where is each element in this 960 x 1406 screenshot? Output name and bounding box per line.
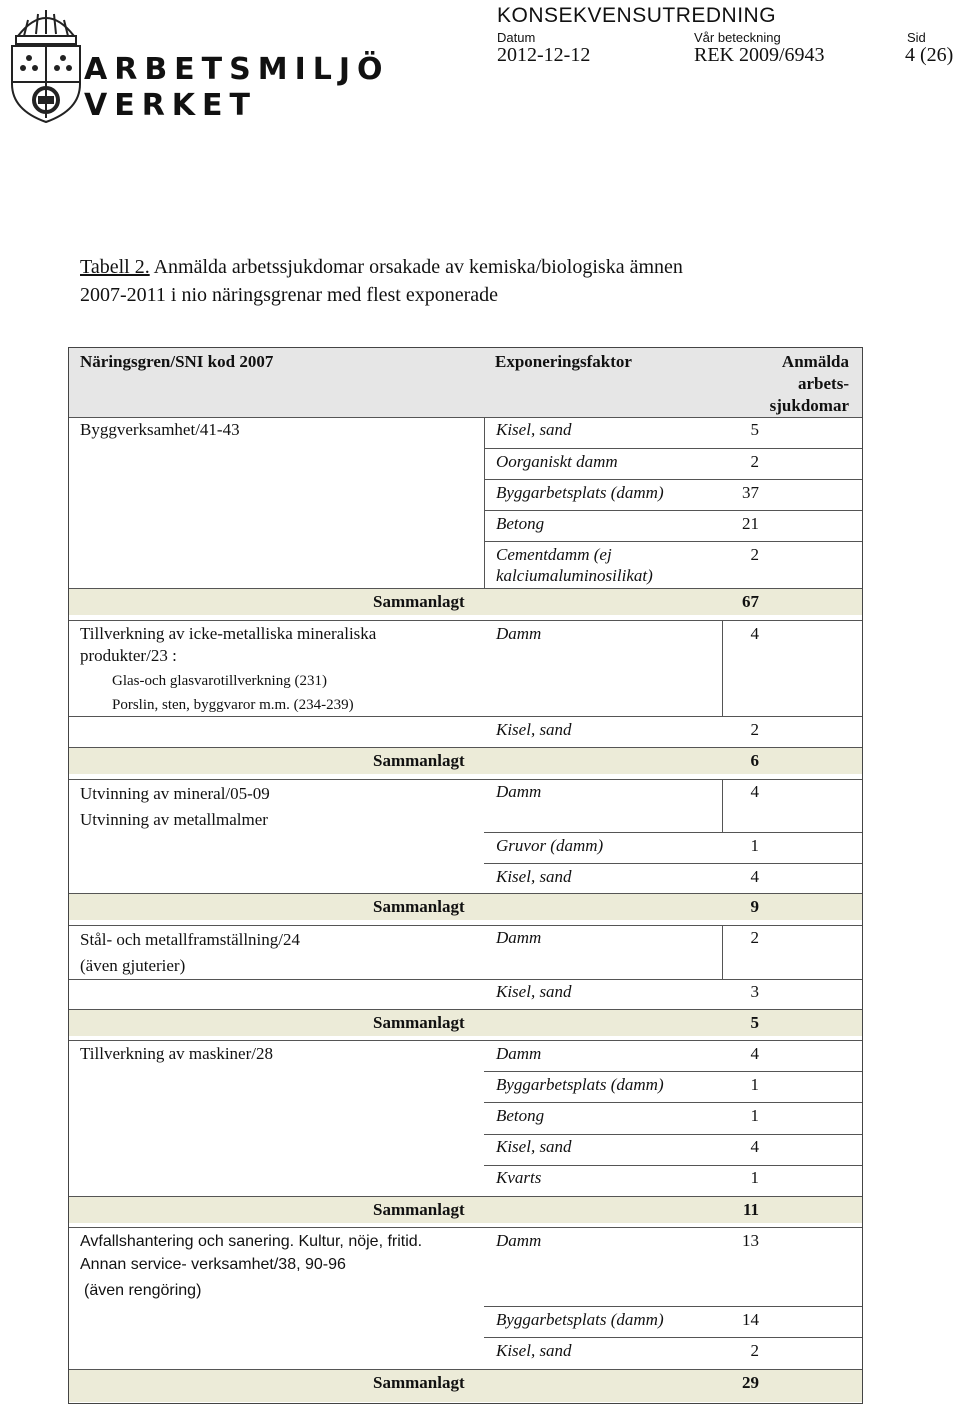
- case-count: 4: [750, 782, 759, 801]
- reference-label: Vår beteckning: [694, 30, 781, 45]
- date-label: Datum: [497, 30, 536, 45]
- document-date: 2012-12-12: [497, 44, 591, 66]
- exposure-factor: Byggarbetsplats (damm): [496, 1075, 664, 1094]
- table-title-line2: 2007-2011 i nio näringsgrenar med flest exponerade: [80, 284, 499, 306]
- exposure-factor: Kisel, sand: [496, 720, 572, 739]
- table-row-sector: Tillverkning av icke-metalliska mineraliska produkter/23 :: [80, 624, 377, 665]
- table-title: [80, 253, 880, 309]
- case-count: 4: [750, 1044, 759, 1063]
- exposure-factor: Damm: [496, 928, 542, 947]
- exposure-factor: Damm: [496, 1044, 542, 1063]
- table-row-sector: Byggverksamhet/41-43: [80, 420, 240, 439]
- case-count: 3: [750, 982, 759, 1001]
- table-label: Tabell 2.: [80, 256, 150, 278]
- case-count: 37: [742, 483, 759, 502]
- case-count: 1: [750, 1168, 759, 1187]
- column-header-sector: Näringsgren/SNI kod 2007: [80, 352, 274, 371]
- case-count: 2: [750, 1341, 759, 1360]
- total-label: Sammanlagt: [373, 1013, 465, 1032]
- exposure-factor: Kisel, sand: [496, 982, 572, 1001]
- exposure-factor: Damm: [496, 624, 542, 643]
- exposure-factor: Gruvor (damm): [496, 836, 604, 855]
- case-count: 2: [750, 928, 759, 947]
- case-count: 4: [750, 1137, 759, 1156]
- total-count: 5: [750, 1013, 759, 1032]
- total-count: 11: [742, 1200, 759, 1219]
- column-header-factor: Exponeringsfaktor: [495, 352, 632, 371]
- case-count: 13: [742, 1231, 759, 1250]
- reference-number: REK 2009/6943: [694, 44, 825, 66]
- exposure-factor: Cementdamm (ej kalciumaluminosilikat): [496, 545, 653, 585]
- case-count: 1: [750, 1106, 759, 1125]
- case-count: 4: [750, 624, 759, 643]
- total-label: Sammanlagt: [373, 897, 465, 916]
- agency-logo-crest: [6, 6, 86, 124]
- case-count: 14: [742, 1310, 759, 1329]
- case-count: 2: [750, 452, 759, 471]
- table-row-sector: Avfallshantering och sanering. Kultur, nöje, fritid. Annan service- verksamhet/38, 90-96 (även rengöring): [80, 1233, 423, 1299]
- exposure-factor: Oorganiskt damm: [496, 452, 618, 471]
- data-table: [68, 347, 863, 1404]
- table-row-sector: Utvinning av mineral/05-09 Utvinning av metallmalmer: [80, 784, 270, 829]
- case-count: 1: [750, 836, 759, 855]
- exposure-factor: Byggarbetsplats (damm): [496, 483, 664, 502]
- exposure-factor: Kvarts: [496, 1168, 542, 1187]
- exposure-factor: Kisel, sand: [496, 867, 572, 886]
- table-row-sector: Tillverkning av maskiner/28: [80, 1044, 273, 1063]
- total-label: Sammanlagt: [373, 751, 465, 770]
- case-count: 1: [750, 1075, 759, 1094]
- column-header-count: Anmälda arbets- sjukdomar: [769, 352, 849, 415]
- exposure-factor: Kisel, sand: [496, 420, 572, 439]
- exposure-factor: Byggarbetsplats (damm): [496, 1310, 664, 1329]
- exposure-factor: Damm: [496, 1231, 542, 1250]
- table-row-sector: Stål- och metallframställning/24 (även gjuterier): [80, 930, 301, 975]
- sub-sector: Glas-och glasvarotillverkning (231): [112, 673, 327, 689]
- page-label: Sid: [907, 30, 926, 45]
- total-count: 67: [742, 592, 759, 611]
- document-type: KONSEKVENSUTREDNING: [497, 4, 777, 27]
- agency-logo-text: ARBETSMILJÖ VERKET: [84, 52, 390, 123]
- exposure-factor: Kisel, sand: [496, 1341, 572, 1360]
- sub-sector: Porslin, sten, byggvaror m.m. (234-239): [112, 697, 354, 713]
- exposure-factor: Betong: [496, 514, 545, 533]
- case-count: 4: [750, 867, 759, 886]
- case-count: 2: [750, 545, 759, 564]
- case-count: 2: [750, 720, 759, 739]
- table-title-line1: Anmälda arbetssjukdomar orsakade av kemiska/biologiska ämnen: [149, 256, 683, 278]
- exposure-factor: Kisel, sand: [496, 1137, 572, 1156]
- case-count: 5: [750, 420, 759, 439]
- page-number: 4 (26): [905, 44, 954, 66]
- total-count: 9: [750, 897, 759, 916]
- exposure-factor: Betong: [496, 1106, 545, 1125]
- total-count: 29: [742, 1373, 759, 1392]
- exposure-factor: Damm: [496, 782, 542, 801]
- total-label: Sammanlagt: [373, 592, 465, 611]
- total-label: Sammanlagt: [373, 1373, 465, 1392]
- total-count: 6: [750, 751, 759, 770]
- total-label: Sammanlagt: [373, 1200, 465, 1219]
- case-count: 21: [742, 514, 759, 533]
